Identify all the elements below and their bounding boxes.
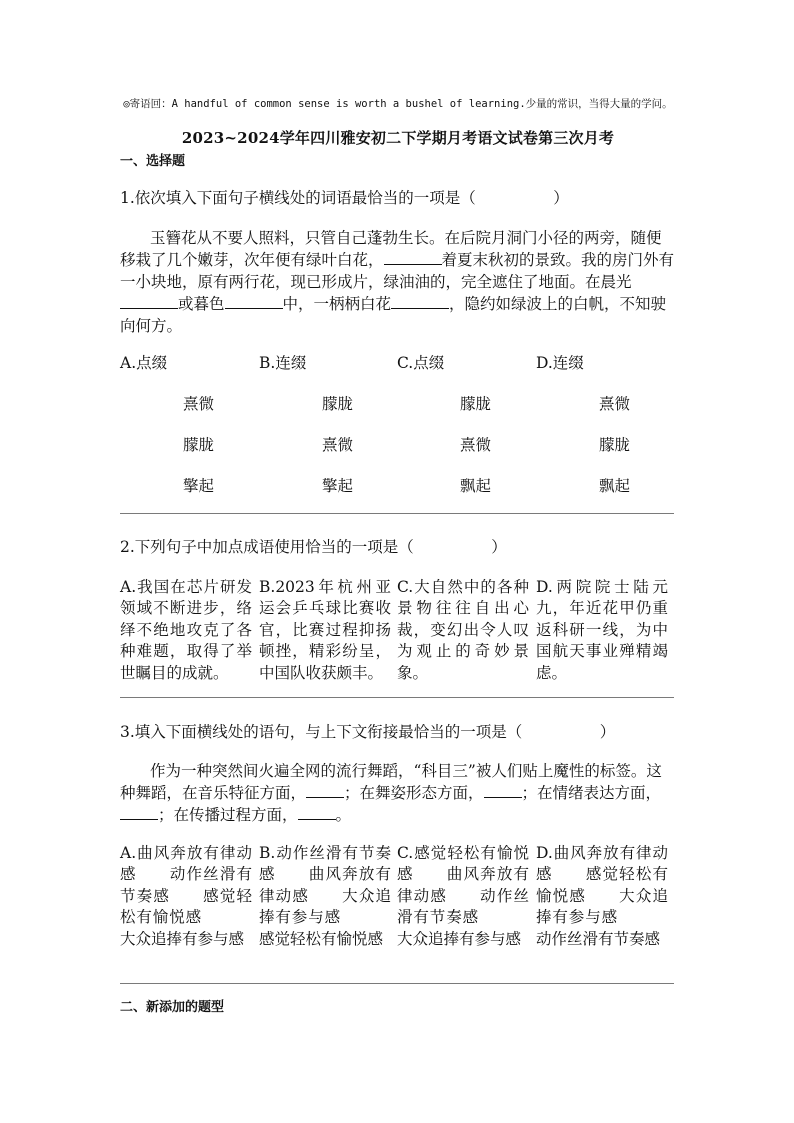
divider bbox=[120, 983, 674, 984]
page-title: 2023~2024学年四川雅安初二下学期月考语文试卷第三次月考 bbox=[181, 129, 615, 147]
divider bbox=[120, 697, 674, 698]
q1-word-row bbox=[120, 434, 676, 456]
q3-option-item: 大众追捧有参与感 bbox=[120, 929, 245, 948]
q3-blank-4 bbox=[298, 805, 336, 820]
q3-option-label: C.感觉轻松有愉悦感 bbox=[397, 844, 529, 884]
q1-blank-1 bbox=[384, 250, 442, 265]
q3-option-b[interactable] bbox=[259, 843, 391, 950]
q3-option-item: 曲风奔放有律动感 bbox=[397, 865, 529, 905]
q1-option-d[interactable]: D.连缀 bbox=[536, 354, 584, 372]
q3-blank-2 bbox=[484, 783, 522, 798]
q2-option-a[interactable]: A.我国在芯片研发领域不断进步，络绎不绝地攻克了各种难题，取得了举世瞩目的成就。 bbox=[120, 578, 252, 682]
q3-option-item: 大众追捧有参与感 bbox=[259, 886, 391, 927]
q3-passage-part-3: ；在情绪表达方面， bbox=[521, 784, 662, 802]
q1-passage-part-1: 玉簪花从不要人照料，只管自己蓬勃生长。在后院月洞门小径的两旁，随便移栽了几个嫩芽，次年便有绿叶白花， bbox=[120, 229, 662, 269]
q3-passage-part-4: ；在传播过程方面， bbox=[158, 806, 298, 824]
q1-blank-3 bbox=[225, 294, 283, 309]
q1-option-a[interactable]: A.点缀 bbox=[120, 354, 168, 372]
q3-option-item: 大众追捧有参与感 bbox=[536, 886, 668, 927]
section-heading-new: 二、新添加的题型 bbox=[120, 1000, 225, 1015]
q3-blank-1 bbox=[306, 783, 344, 798]
q3-passage-part-1: 作为一种突然间火遍全网的流行舞蹈，“科目三”被人们贴上魔性的标签。这种舞蹈，在音乐特征方面， bbox=[120, 762, 662, 802]
q3-option-a[interactable] bbox=[120, 843, 252, 950]
q3-option-label: B.动作丝滑有节奏感 bbox=[259, 844, 391, 884]
motto: ◎寄语回：A handful of common sense is worth a bushel of learning.少量的常识，当得大量的学问。 bbox=[123, 98, 673, 110]
q1-word: 擎起 bbox=[322, 477, 354, 495]
q1-word: 擎起 bbox=[183, 477, 215, 495]
q3-option-item: 动作丝滑有节奏感 bbox=[397, 886, 529, 927]
q1-passage-part-2: 着夏末秋初的景致。我的房门外有一小块地，原有两行花，现已形成片，绿油油的，完全遮住了地面。在晨光 bbox=[120, 251, 675, 291]
q1-word: 朦胧 bbox=[322, 395, 354, 413]
q1-passage-part-3: 或暮色 bbox=[178, 295, 225, 313]
q1-word: 熹微 bbox=[183, 395, 215, 413]
q3-option-d[interactable] bbox=[536, 843, 668, 950]
q3-blank-3 bbox=[120, 805, 158, 820]
q3-option-c[interactable] bbox=[397, 843, 529, 950]
q3-option-item: 感觉轻松有愉悦感 bbox=[536, 865, 668, 905]
q3-passage bbox=[120, 760, 676, 826]
q1-passage-part-5: ，隐约如绿波上的白帆，不知驶向何方。 bbox=[120, 295, 667, 335]
q2-option-c[interactable]: C.大自然中的各种景物往往自出心裁，变幻出令人叹为观止的奇妙景象。 bbox=[397, 578, 529, 682]
q3-option-item: 动作丝滑有节奏感 bbox=[536, 929, 661, 948]
q1-word: 熹微 bbox=[460, 436, 492, 454]
q1-word: 熹微 bbox=[599, 395, 631, 413]
q1-stem: 1.依次填入下面句子横线处的词语最恰当的一项是（ ） bbox=[120, 189, 569, 207]
q1-passage bbox=[120, 227, 676, 337]
q3-option-item: 大众追捧有参与感 bbox=[397, 929, 522, 948]
q1-option-b[interactable]: B.连缀 bbox=[259, 354, 307, 372]
divider bbox=[120, 513, 674, 514]
q1-word-row bbox=[120, 393, 676, 415]
q2-option-d[interactable]: D.两院院士陆元九，年近花甲仍重返科研一线，为中国航天事业殚精竭虑。 bbox=[536, 578, 668, 682]
q1-word-row bbox=[120, 475, 676, 497]
q3-option-label: D.曲风奔放有律动感 bbox=[536, 844, 668, 884]
q3-option-item: 曲风奔放有律动感 bbox=[259, 865, 391, 905]
q1-passage-part-4: 中，一柄柄白花 bbox=[282, 295, 392, 313]
q1-option-c[interactable]: C.点缀 bbox=[397, 354, 445, 372]
q1-blank-2 bbox=[120, 294, 178, 309]
q1-word: 朦胧 bbox=[599, 436, 631, 454]
q3-option-item: 动作丝滑有节奏感 bbox=[120, 865, 252, 905]
q1-blank-4 bbox=[391, 294, 449, 309]
q3-stem: 3.填入下面横线处的语句，与上下文衔接最恰当的一项是（ ） bbox=[120, 723, 616, 741]
q1-word: 飘起 bbox=[599, 477, 631, 495]
q1-option-labels bbox=[120, 352, 676, 374]
q3-option-item: 感觉轻松有愉悦感 bbox=[120, 886, 252, 927]
q1-word: 朦胧 bbox=[460, 395, 492, 413]
q1-word: 飘起 bbox=[460, 477, 492, 495]
q3-passage-part-5: 。 bbox=[335, 806, 352, 824]
section-heading-choice: 一、选择题 bbox=[120, 154, 186, 169]
q3-option-item: 感觉轻松有愉悦感 bbox=[259, 929, 384, 948]
q2-option-b[interactable]: B.2023年杭州亚运会乒乓球比赛收官，比赛过程抑扬顿挫，精彩纷呈，中国队收获颇丰。 bbox=[259, 578, 391, 682]
q1-word: 熹微 bbox=[322, 436, 354, 454]
q3-option-label: A.曲风奔放有律动感 bbox=[120, 844, 252, 884]
q1-word: 朦胧 bbox=[183, 436, 215, 454]
q3-passage-part-2: ；在舞姿形态方面， bbox=[344, 784, 484, 802]
q2-stem: 2.下列句子中加点成语使用恰当的一项是（ ） bbox=[120, 538, 507, 556]
